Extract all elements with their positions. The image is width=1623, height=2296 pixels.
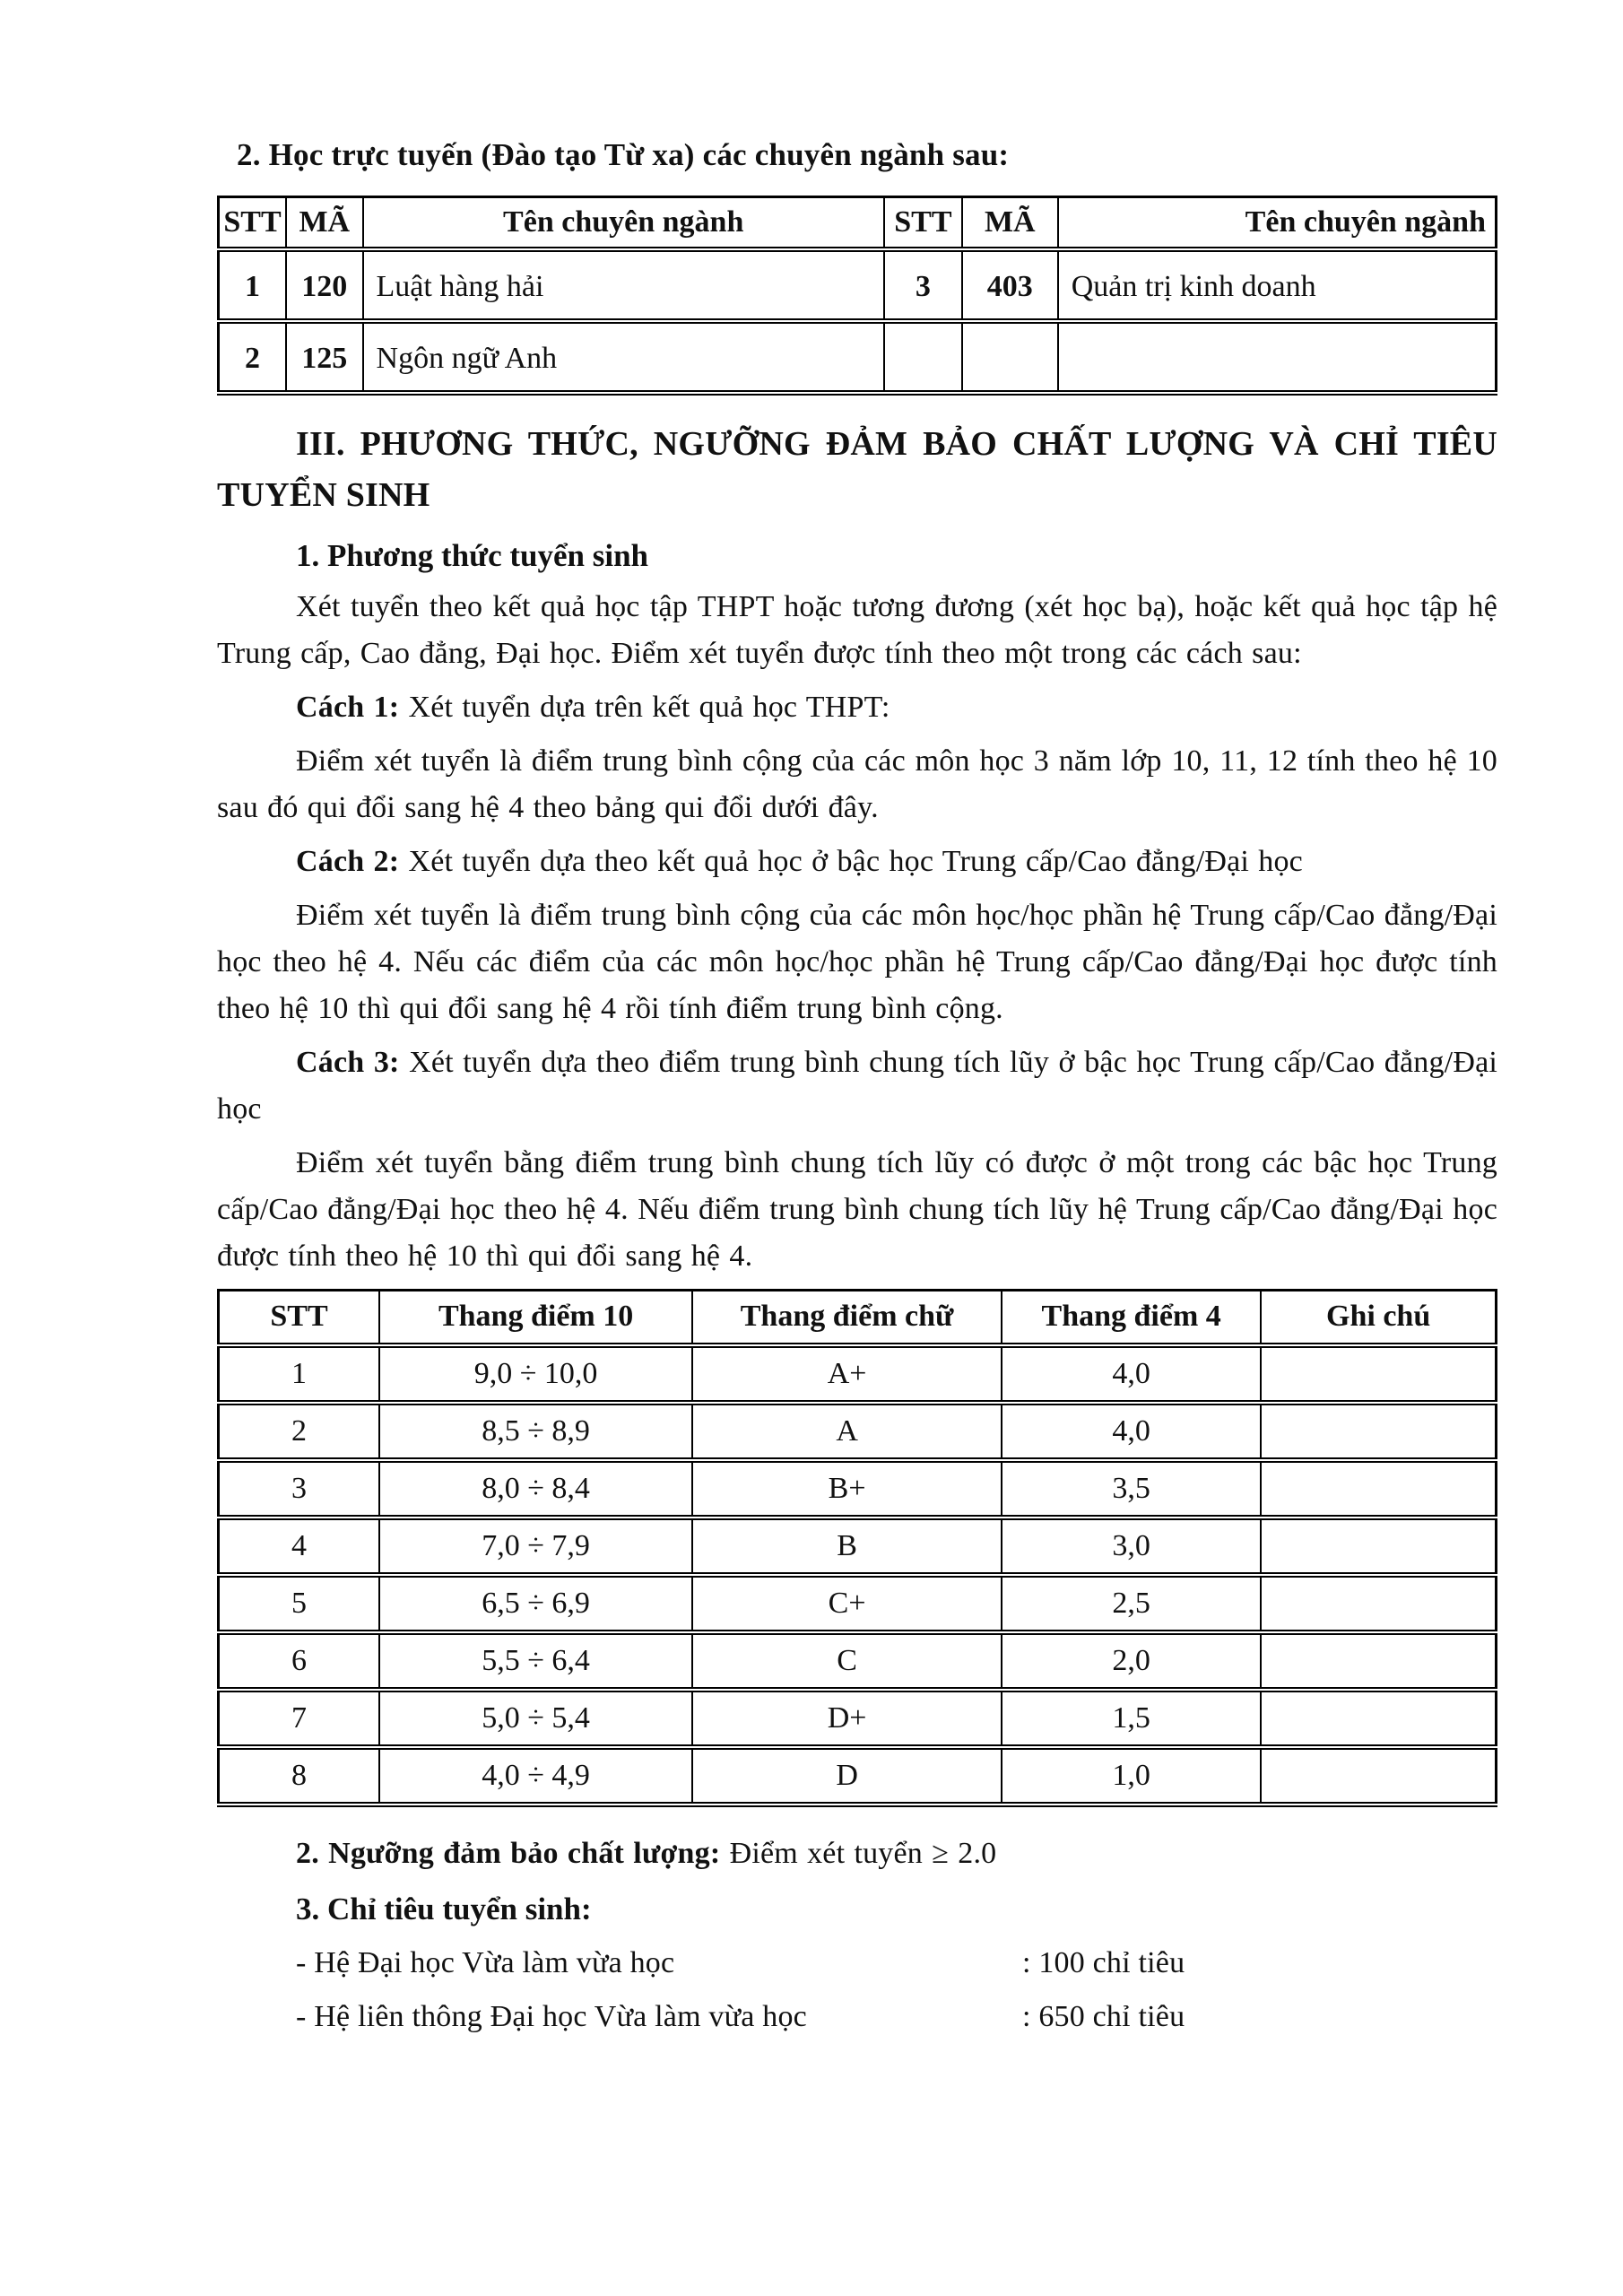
method-2-detail: Điểm xét tuyển là điểm trung bình cộng của các môn học/học phần hệ Trung cấp/Cao đẳng/Đại học theo hệ 4. Nếu các điểm của các môn học/học phần hệ Trung cấp/Cao đẳng/Đại học được tính theo hệ 10 thì qui đổi sang hệ 4 rồi tính điểm trung bình cộng. [217, 898, 1497, 1025]
method-2-label: Cách 2: [296, 844, 400, 878]
column-header-ten: Tên chuyên ngành [1058, 197, 1497, 249]
table-row [219, 1747, 1497, 1805]
table-cell: 1,5 [1002, 1690, 1261, 1747]
quality-threshold-paragraph [217, 1831, 1497, 1877]
online-majors-table-body [219, 249, 1497, 393]
table-cell: C [692, 1632, 1002, 1690]
column-header-ma: MÃ [962, 197, 1058, 249]
table-cell: 5,5 ÷ 6,4 [379, 1632, 692, 1690]
quota-value: : 100 chỉ tiêu [1022, 1946, 1185, 1979]
method-2-paragraph [217, 839, 1497, 885]
table-cell [1261, 1575, 1496, 1632]
method-subheading: 1. Phương thức tuyển sinh [296, 537, 648, 573]
column-header-ma: MÃ [286, 197, 363, 249]
table-cell [1261, 1460, 1496, 1518]
quota-value: : 650 chỉ tiêu [1022, 2000, 1185, 2033]
intro-paragraph: Xét tuyển theo kết quả học tập THPT hoặc tương đương (xét học bạ), hoặc kết quả học tập hệ Trung cấp, Cao đẳng, Đại học. Điểm xét tuyển được tính theo một trong các cách sau: [217, 589, 1497, 670]
table-cell [1261, 1632, 1496, 1690]
table-cell: 3,0 [1002, 1518, 1261, 1575]
table-cell: 125 [286, 321, 363, 393]
column-header-stt: STT [219, 1290, 380, 1345]
table-cell: 4,0 [1002, 1403, 1261, 1460]
table-cell [884, 321, 962, 393]
method-3-paragraph [217, 1039, 1497, 1133]
quota-line [217, 1994, 1497, 2040]
table-cell [1261, 1345, 1496, 1403]
method-2-text: Xét tuyển dựa theo kết quả học ở bậc học Trung cấp/Cao đẳng/Đại học [399, 844, 1303, 878]
quota-label: - Hệ liên thông Đại học Vừa làm vừa học [296, 2000, 807, 2033]
quota-line [217, 1940, 1497, 1987]
column-header-stt: STT [884, 197, 962, 249]
table-row [219, 1403, 1497, 1460]
table-row [219, 1345, 1497, 1403]
table-cell: A+ [692, 1345, 1002, 1403]
grade-conversion-table [217, 1289, 1497, 1808]
table-cell: Ngôn ngữ Anh [363, 321, 884, 393]
table-cell: Quản trị kinh doanh [1058, 249, 1497, 321]
table-header-row [219, 1290, 1497, 1345]
section-3-heading-line-2: TUYỂN SINH [217, 475, 430, 514]
table-cell: 2,0 [1002, 1632, 1261, 1690]
column-header-scale4: Thang điểm 4 [1002, 1290, 1261, 1345]
online-majors-table [217, 196, 1497, 396]
table-cell: 5,0 ÷ 5,4 [379, 1690, 692, 1747]
table-cell: 6,5 ÷ 6,9 [379, 1575, 692, 1632]
quota-heading: 3. Chỉ tiêu tuyển sinh: [296, 1892, 592, 1926]
column-header-stt: STT [219, 197, 287, 249]
table-cell: 4 [219, 1518, 380, 1575]
quota-label: - Hệ Đại học Vừa làm vừa học [296, 1946, 675, 1979]
table-cell: 5 [219, 1575, 380, 1632]
table-cell: 8,5 ÷ 8,9 [379, 1403, 692, 1460]
online-programs-heading: 2. Học trực tuyến (Đào tạo Từ xa) các chuyên ngành sau: [237, 137, 1010, 172]
table-cell: 3 [219, 1460, 380, 1518]
quality-threshold-label: 2. Ngưỡng đảm bảo chất lượng: [296, 1837, 721, 1870]
table-cell [1261, 1403, 1496, 1460]
table-cell: 3 [884, 249, 962, 321]
method-1-paragraph [217, 684, 1497, 731]
table-cell: 8,0 ÷ 8,4 [379, 1460, 692, 1518]
table-cell: 7,0 ÷ 7,9 [379, 1518, 692, 1575]
table-row [219, 249, 1497, 321]
method-1-label: Cách 1: [296, 690, 400, 724]
table-cell: 1,0 [1002, 1747, 1261, 1805]
table-cell: A [692, 1403, 1002, 1460]
table-cell: D+ [692, 1690, 1002, 1747]
table-cell: 2,5 [1002, 1575, 1261, 1632]
method-1-text: Xét tuyển dựa trên kết quả học THPT: [399, 690, 890, 724]
table-header-row [219, 197, 1497, 249]
method-3-detail: Điểm xét tuyển bằng điểm trung bình chung tích lũy có được ở một trong các bậc học Trung cấp/Cao đẳng/Đại học theo hệ 4. Nếu điểm trung bình chung tích lũy hệ Trung cấp/Cao đẳng/Đại học được tính theo hệ 10 thì qui đổi sang hệ 4. [217, 1145, 1497, 1273]
table-cell: B+ [692, 1460, 1002, 1518]
table-cell [962, 321, 1058, 393]
table-cell [1261, 1690, 1496, 1747]
column-header-note: Ghi chú [1261, 1290, 1496, 1345]
method-3-text: Xét tuyển dựa theo điểm trung bình chung tích lũy ở bậc học Trung cấp/Cao đẳng/Đại học [217, 1045, 1498, 1126]
section-3-heading-line-1: III. PHƯƠNG THỨC, NGƯỠNG ĐẢM BẢO CHẤT LƯỢNG VÀ CHỈ TIÊU [296, 424, 1497, 463]
table-row [219, 1690, 1497, 1747]
table-cell: 7 [219, 1690, 380, 1747]
table-cell: 2 [219, 321, 287, 393]
table-cell: 8 [219, 1747, 380, 1805]
table-cell: 4,0 [1002, 1345, 1261, 1403]
table-cell: 403 [962, 249, 1058, 321]
table-row [219, 1575, 1497, 1632]
table-cell: C+ [692, 1575, 1002, 1632]
column-header-ten: Tên chuyên ngành [363, 197, 884, 249]
table-cell: 2 [219, 1403, 380, 1460]
table-cell [1261, 1747, 1496, 1805]
table-cell: 1 [219, 1345, 380, 1403]
table-cell: B [692, 1518, 1002, 1575]
table-cell: 1 [219, 249, 287, 321]
grade-conversion-table-body [219, 1345, 1497, 1805]
table-row [219, 1518, 1497, 1575]
method-1-detail: Điểm xét tuyển là điểm trung bình cộng của các môn học 3 năm lớp 10, 11, 12 tính theo hệ 10 sau đó qui đổi sang hệ 4 theo bảng qui đổi dưới đây. [217, 744, 1497, 824]
method-3-label: Cách 3: [296, 1045, 400, 1079]
table-row [219, 1460, 1497, 1518]
column-header-scale10: Thang điểm 10 [379, 1290, 692, 1345]
table-row [219, 321, 1497, 393]
table-cell [1058, 321, 1497, 393]
table-cell: Luật hàng hải [363, 249, 884, 321]
table-cell: 120 [286, 249, 363, 321]
table-row [219, 1632, 1497, 1690]
column-header-letter: Thang điểm chữ [692, 1290, 1002, 1345]
table-cell: 9,0 ÷ 10,0 [379, 1345, 692, 1403]
table-cell: 6 [219, 1632, 380, 1690]
table-cell: D [692, 1747, 1002, 1805]
quality-threshold-text: Điểm xét tuyển ≥ 2.0 [720, 1837, 997, 1870]
section-3-heading [217, 419, 1497, 521]
table-cell: 4,0 ÷ 4,9 [379, 1747, 692, 1805]
table-cell: 3,5 [1002, 1460, 1261, 1518]
table-cell [1261, 1518, 1496, 1575]
